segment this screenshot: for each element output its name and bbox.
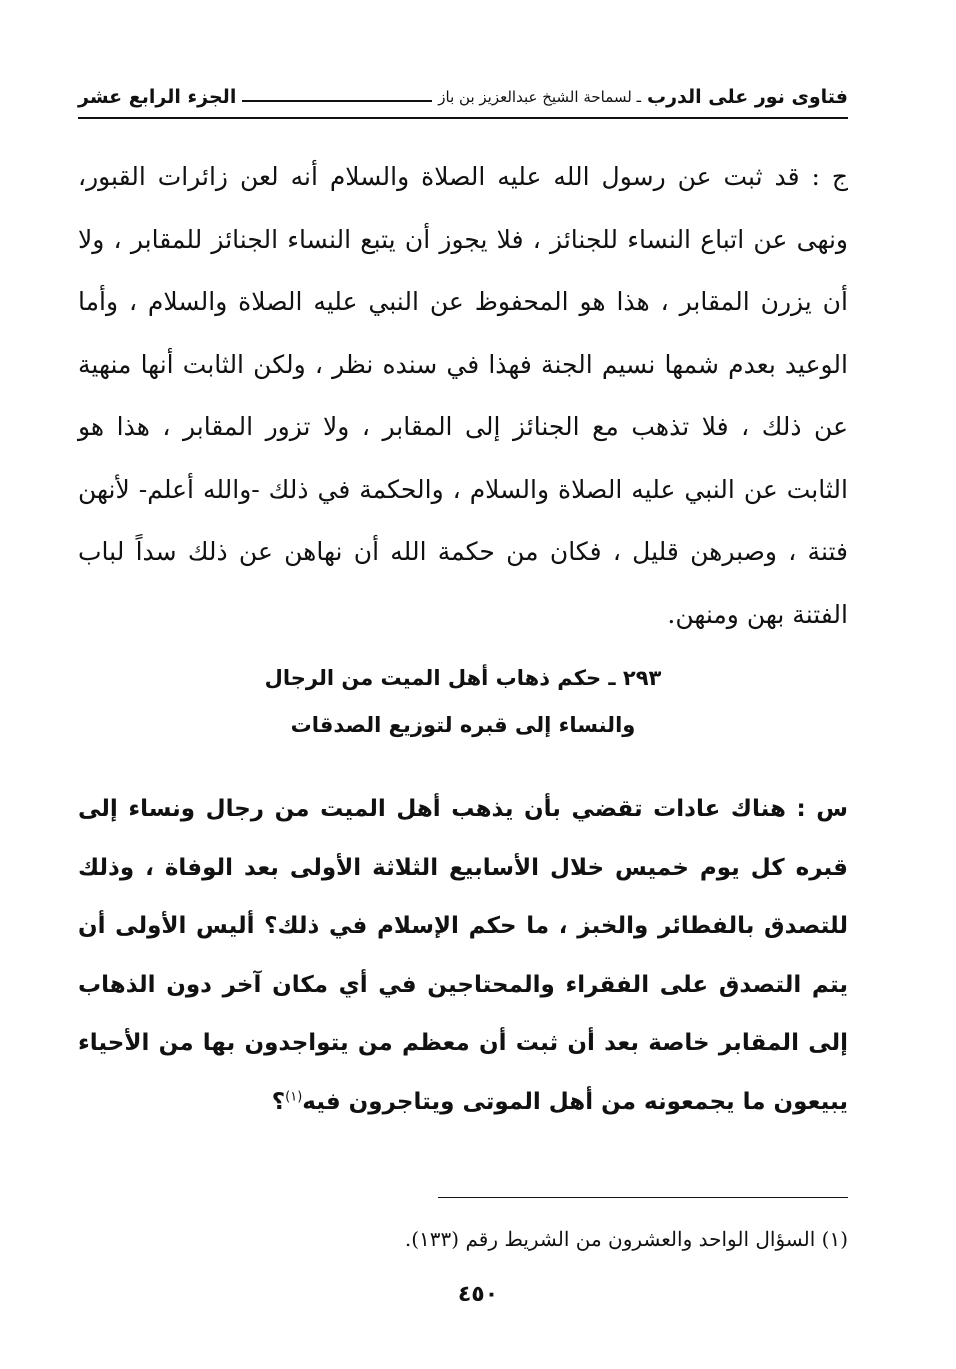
running-header — [78, 80, 848, 114]
page-number: ٤٥٠ — [457, 1282, 499, 1307]
header-book-title: فتاوى نور على الدرب — [647, 86, 848, 108]
header-divider-line — [242, 100, 432, 102]
question-end-mark: ؟ — [271, 1088, 286, 1115]
header-part: الجزء الرابع عشر — [78, 86, 237, 108]
question-paragraph — [78, 780, 848, 1131]
section-title — [78, 655, 848, 749]
answer-lead: ج : — [811, 162, 848, 191]
section-title-line-2: والنساء إلى قبره لتوزيع الصدقات — [290, 713, 636, 737]
answer-paragraph — [78, 146, 848, 646]
footnote-reference: (١) — [285, 1088, 303, 1104]
header-rule — [78, 117, 848, 119]
question-lead: س : — [796, 796, 848, 822]
section-title-line-1: ٢٩٣ ـ حكم ذهاب أهل الميت من الرجال — [264, 666, 662, 690]
footnote-rule — [438, 1197, 848, 1198]
question-text: هناك عادات تقضي بأن يذهب أهل الميت من رجال ونساء إلى قبره كل يوم خميس خلال الأسابيع الثلاثة الأولى بعد الوفاة ، وذلك للتصدق بالفطائر والخبز ، ما حكم الإسلام في ذلك؟ أليس الأولى أن يتم التصدق على الفقراء والمحتاجين في أي مكان آخر دون الذهاب إلى المقابر خاصة بعد أن ثبت أن معظم من يتواجدون بها من الأحياء يبيعون ما يجمعونه من أهل الموتى ويتاجرون فيه — [78, 796, 848, 1115]
answer-text: قد ثبت عن رسول الله عليه الصلاة والسلام أنه لعن زائرات القبور، ونهى عن اتباع النساء للجنائز ، فلا يجوز أن يتبع النساء الجنائز للمقابر ، ولا أن يزرن المقابر ، هذا هو المحفوظ عن النبي عليه الصلاة والسلام ، وأما الوعيد بعدم شمها نسيم الجنة فهذا في سنده نظر ، ولكن الثابت أنها منهية عن ذلك ، فلا تذهب مع الجنائز إلى المقابر ، ولا تزور المقابر ، هذا هو الثابت عن النبي عليه الصلاة والسلام ، والحكمة في ذلك -والله أعلم- لأنهن فتنة ، وصبرهن قليل ، فكان من حكمة الله أن نهاهن عن ذلك سداً لباب الفتنة بهن ومنهن. — [78, 162, 848, 629]
header-author: ـ لسماحة الشيخ عبدالعزيز بن باز — [438, 88, 641, 106]
footnote: (١) السؤال الواحد والعشرون من الشريط رقم (١٣٣). — [404, 1227, 848, 1251]
